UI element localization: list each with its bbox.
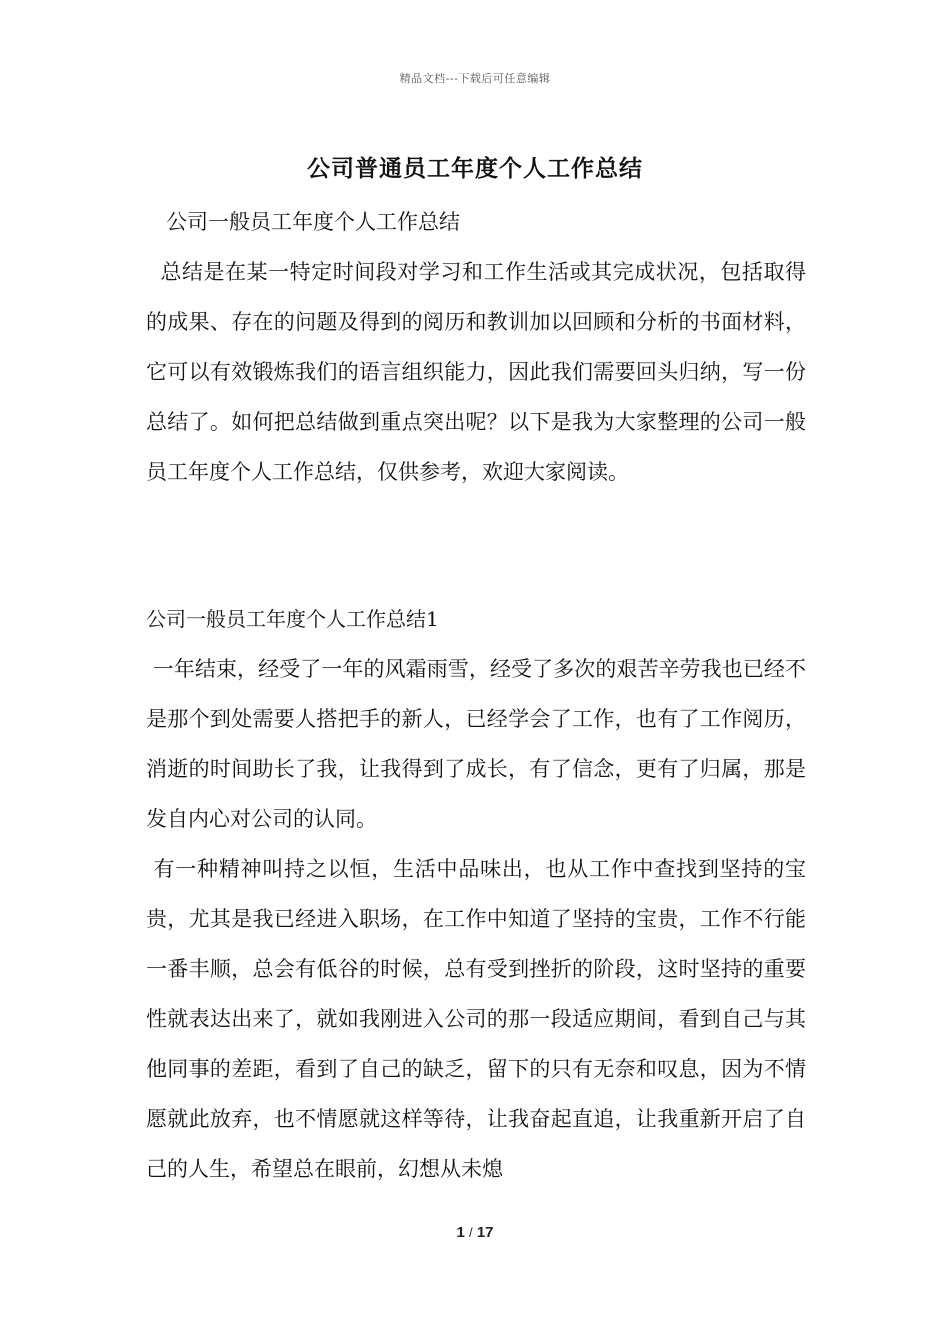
section-body xyxy=(146,644,806,1194)
page-number xyxy=(0,1224,950,1241)
section-heading: 公司一般员工年度个人工作总结1 xyxy=(146,607,439,631)
intro-paragraph: 总结是在某一特定时间段对学习和工作生活或其完成状况，包括取得的成果、存在的问题及得到的阅历和教训加以回顾和分析的书面材料，它可以有效锻炼我们的语言组织能力，因此我们需要回头归纳，写一份总结了。如何把总结做到重点突出呢？以下是我为大家整理的公司一般员工年度个人工作总结，仅供参考，欢迎大家阅读。 xyxy=(146,260,807,484)
document-title: 公司普通员工年度个人工作总结 xyxy=(307,155,643,182)
page-current: 1 xyxy=(456,1224,465,1241)
body-paragraph: 有一种精神叫持之以恒，生活中品味出，也从工作中查找到坚持的宝贵，尤其是我已经进入职场，在工作中知道了坚持的宝贵，工作不行能一番丰顺，总会有低谷的时候，总有受到挫折的阶段，这时坚持的重要性就表达出来了，就如我刚进入公司的那一段适应期间，看到自己与其他同事的差距，看到了自己的缺乏，留下的只有无奈和叹息，因为不情愿就此放弃，也不情愿就这样等待，让我奋起直追，让我重新开启了自己的人生，希望总在眼前，幻想从未熄 xyxy=(146,857,806,1181)
page-total: 17 xyxy=(476,1224,494,1241)
page-separator: / xyxy=(469,1225,473,1240)
header-note: 精品文档---下载后可任意编辑 xyxy=(399,72,551,85)
body-paragraph: 一年结束，经受了一年的风霜雨雪，经受了多次的艰苦辛劳我也已经不是那个到处需要人搭把手的新人，已经学会了工作，也有了工作阅历，消逝的时间助长了我，让我得到了成长，有了信念，更有了归属，那是发自内心对公司的认同。 xyxy=(146,657,806,831)
intro-section xyxy=(146,247,806,497)
document-subtitle: 公司一般员工年度个人工作总结 xyxy=(166,210,460,234)
